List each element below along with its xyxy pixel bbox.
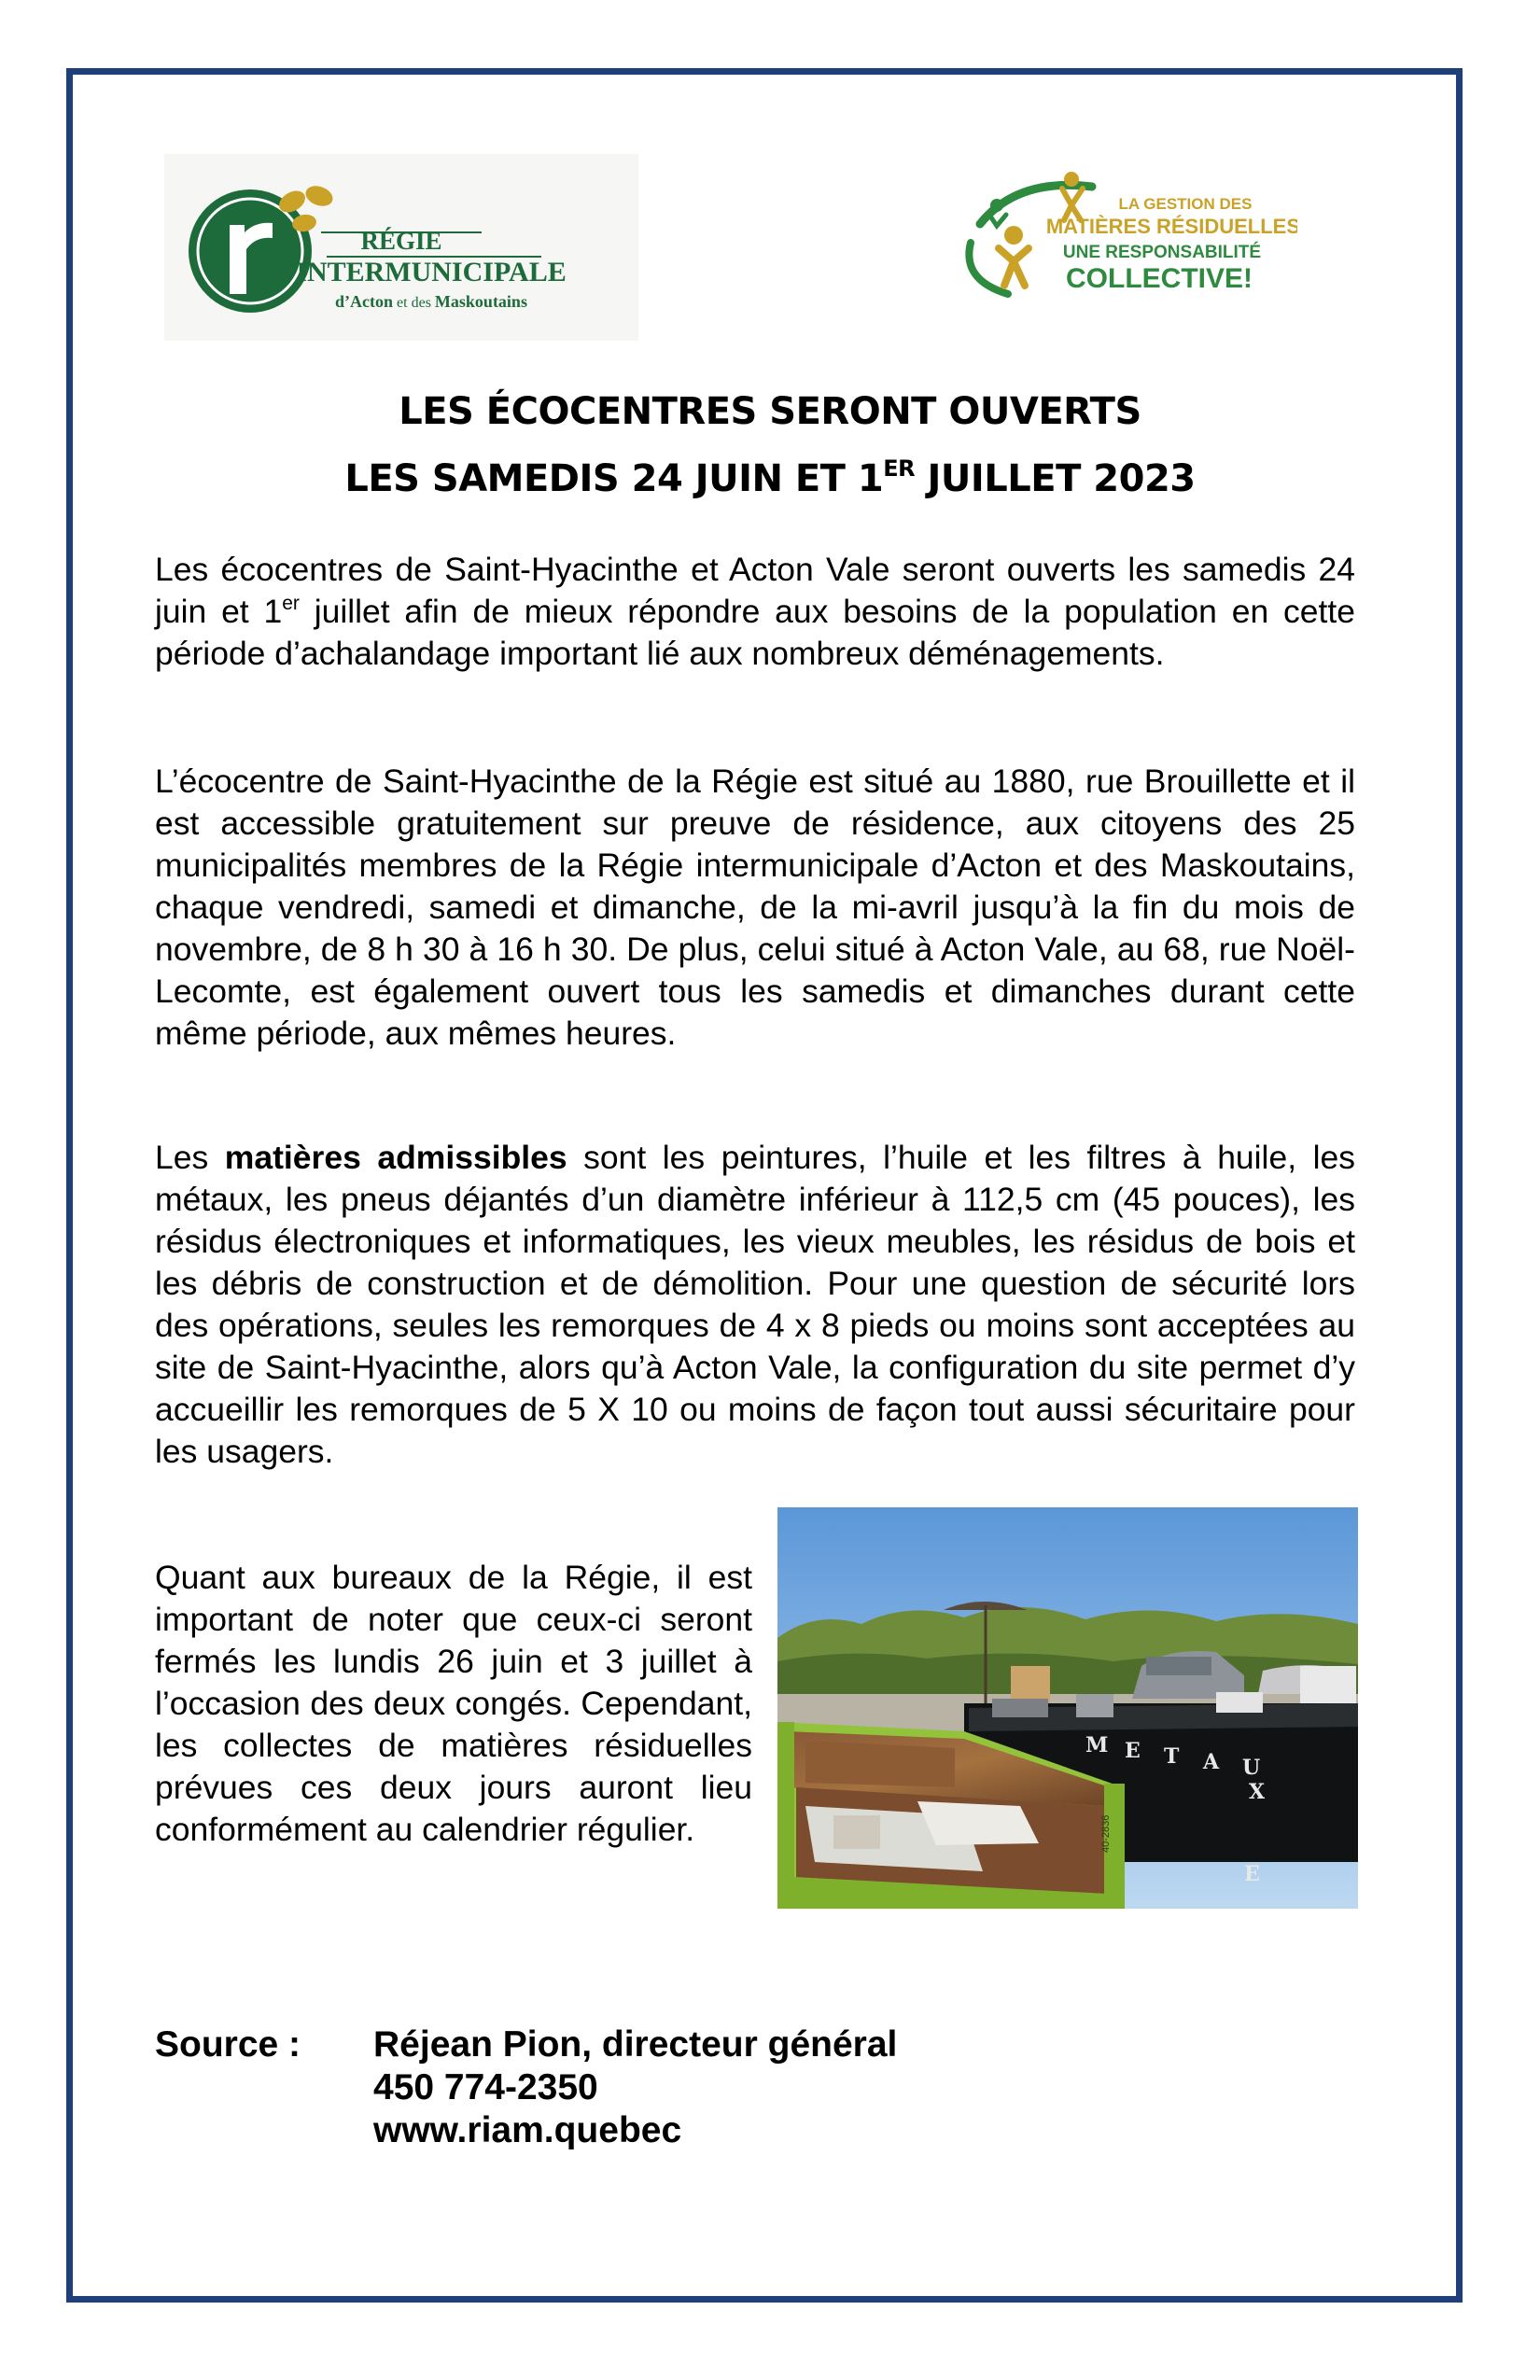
logo-right-line3: UNE RESPONSABILITÉ xyxy=(1062,243,1262,262)
paragraph-locations-hours: L’écocentre de Saint-Hyacinthe de la Régie est situé au 1880, rue Brouillette et il est accessible gratuitement sur preuve de résidence, aux citoyens des 25 municipalités membres de la Régie intermunicipale d’Acton et des Maskoutains, chaque vendredi, samedi et dimanche, de la mi-avril jusqu’à la fin du mois de novembre, de 8 h 30 à 16 h 30. De plus, celui situé à Acton Vale, au 68, rue Noël-Lecomte, est également ouvert tous les samedis et dimanches durant cette même période, aux mêmes heures. xyxy=(155,763,1355,1052)
source-website: www.riam.quebec xyxy=(373,2110,682,2150)
logo-right-line1: LA GESTION DES xyxy=(1118,195,1253,213)
title-line-1: LES ÉCOCENTRES SERONT OUVERTS xyxy=(399,390,1141,433)
gestion-matieres-logo xyxy=(952,168,1297,308)
logo-left-line2: INTERMUNICIPALE xyxy=(296,257,567,287)
container-letter-e2: E xyxy=(1244,1862,1260,1886)
container-letter-x: X xyxy=(1249,1780,1266,1804)
source-name: Réjean Pion, directeur général xyxy=(373,2024,898,2065)
logo-left-line3: d’Acton et des Maskoutains xyxy=(335,292,527,311)
container-letter-e: E xyxy=(1125,1739,1141,1763)
title-line-2: LES SAMEDIS 24 JUIN ET 1ER JUILLET 2023 xyxy=(344,455,1196,500)
page-title xyxy=(149,378,1391,512)
container-number: 40-2836 xyxy=(1100,1814,1112,1853)
logo-left-line1: RÉGIE xyxy=(360,227,442,255)
container-letter-m: M xyxy=(1085,1733,1109,1757)
logo-right-line2: MATIÈRES RÉSIDUELLES, xyxy=(1045,215,1297,238)
paragraph-opening-dates: Les écocentres de Saint-Hyacinthe et Acton Vale seront ouverts les samedis 24 juin et 1er juillet afin de mieux répondre aux besoins de la population en cette période d’achalandage important lié aux nombreux déménagements. xyxy=(155,551,1355,672)
source-phone: 450 774-2350 xyxy=(373,2067,598,2107)
paragraph-office-closures: Quant aux bureaux de la Régie, il est important de noter que ceux-ci seront fermés les lundis 26 juin et 3 juillet à l’occasion des deux congés. Cependant, les collectes de matières résiduelles prévues ces deux jours auront lieu conformément au calendrier régulier. xyxy=(155,1559,752,1848)
container-letter-u: U xyxy=(1242,1756,1261,1780)
container-letter-a: A xyxy=(1203,1750,1220,1774)
regie-logo xyxy=(164,154,638,341)
paragraph-admissible-materials: Les matières admissibles sont les peintures, l’huile et les filtres à huile, les métaux, les pneus déjantés d’un diamètre inférieur à 112,5 cm (45 pouces), les résidus électroniques et informatiques, les vieux meubles, les résidus de bois et les débris de construction et de démolition. Pour une question de sécurité lors des opérations, seules les remorques de 4 x 8 pieds ou moins sont acceptées au site de Saint-Hyacinthe, alors qu’à Acton Vale, la configuration du site permet d’y accueillir les remorques de 5 X 10 ou moins de façon tout aussi sécuritaire pour les usagers. xyxy=(155,1139,1355,1470)
ecocentre-photo xyxy=(777,1507,1358,1909)
container-letter-t: T xyxy=(1164,1744,1180,1769)
logo-right-line4: COLLECTIVE! xyxy=(1066,263,1253,294)
source-label: Source : xyxy=(155,2024,301,2065)
